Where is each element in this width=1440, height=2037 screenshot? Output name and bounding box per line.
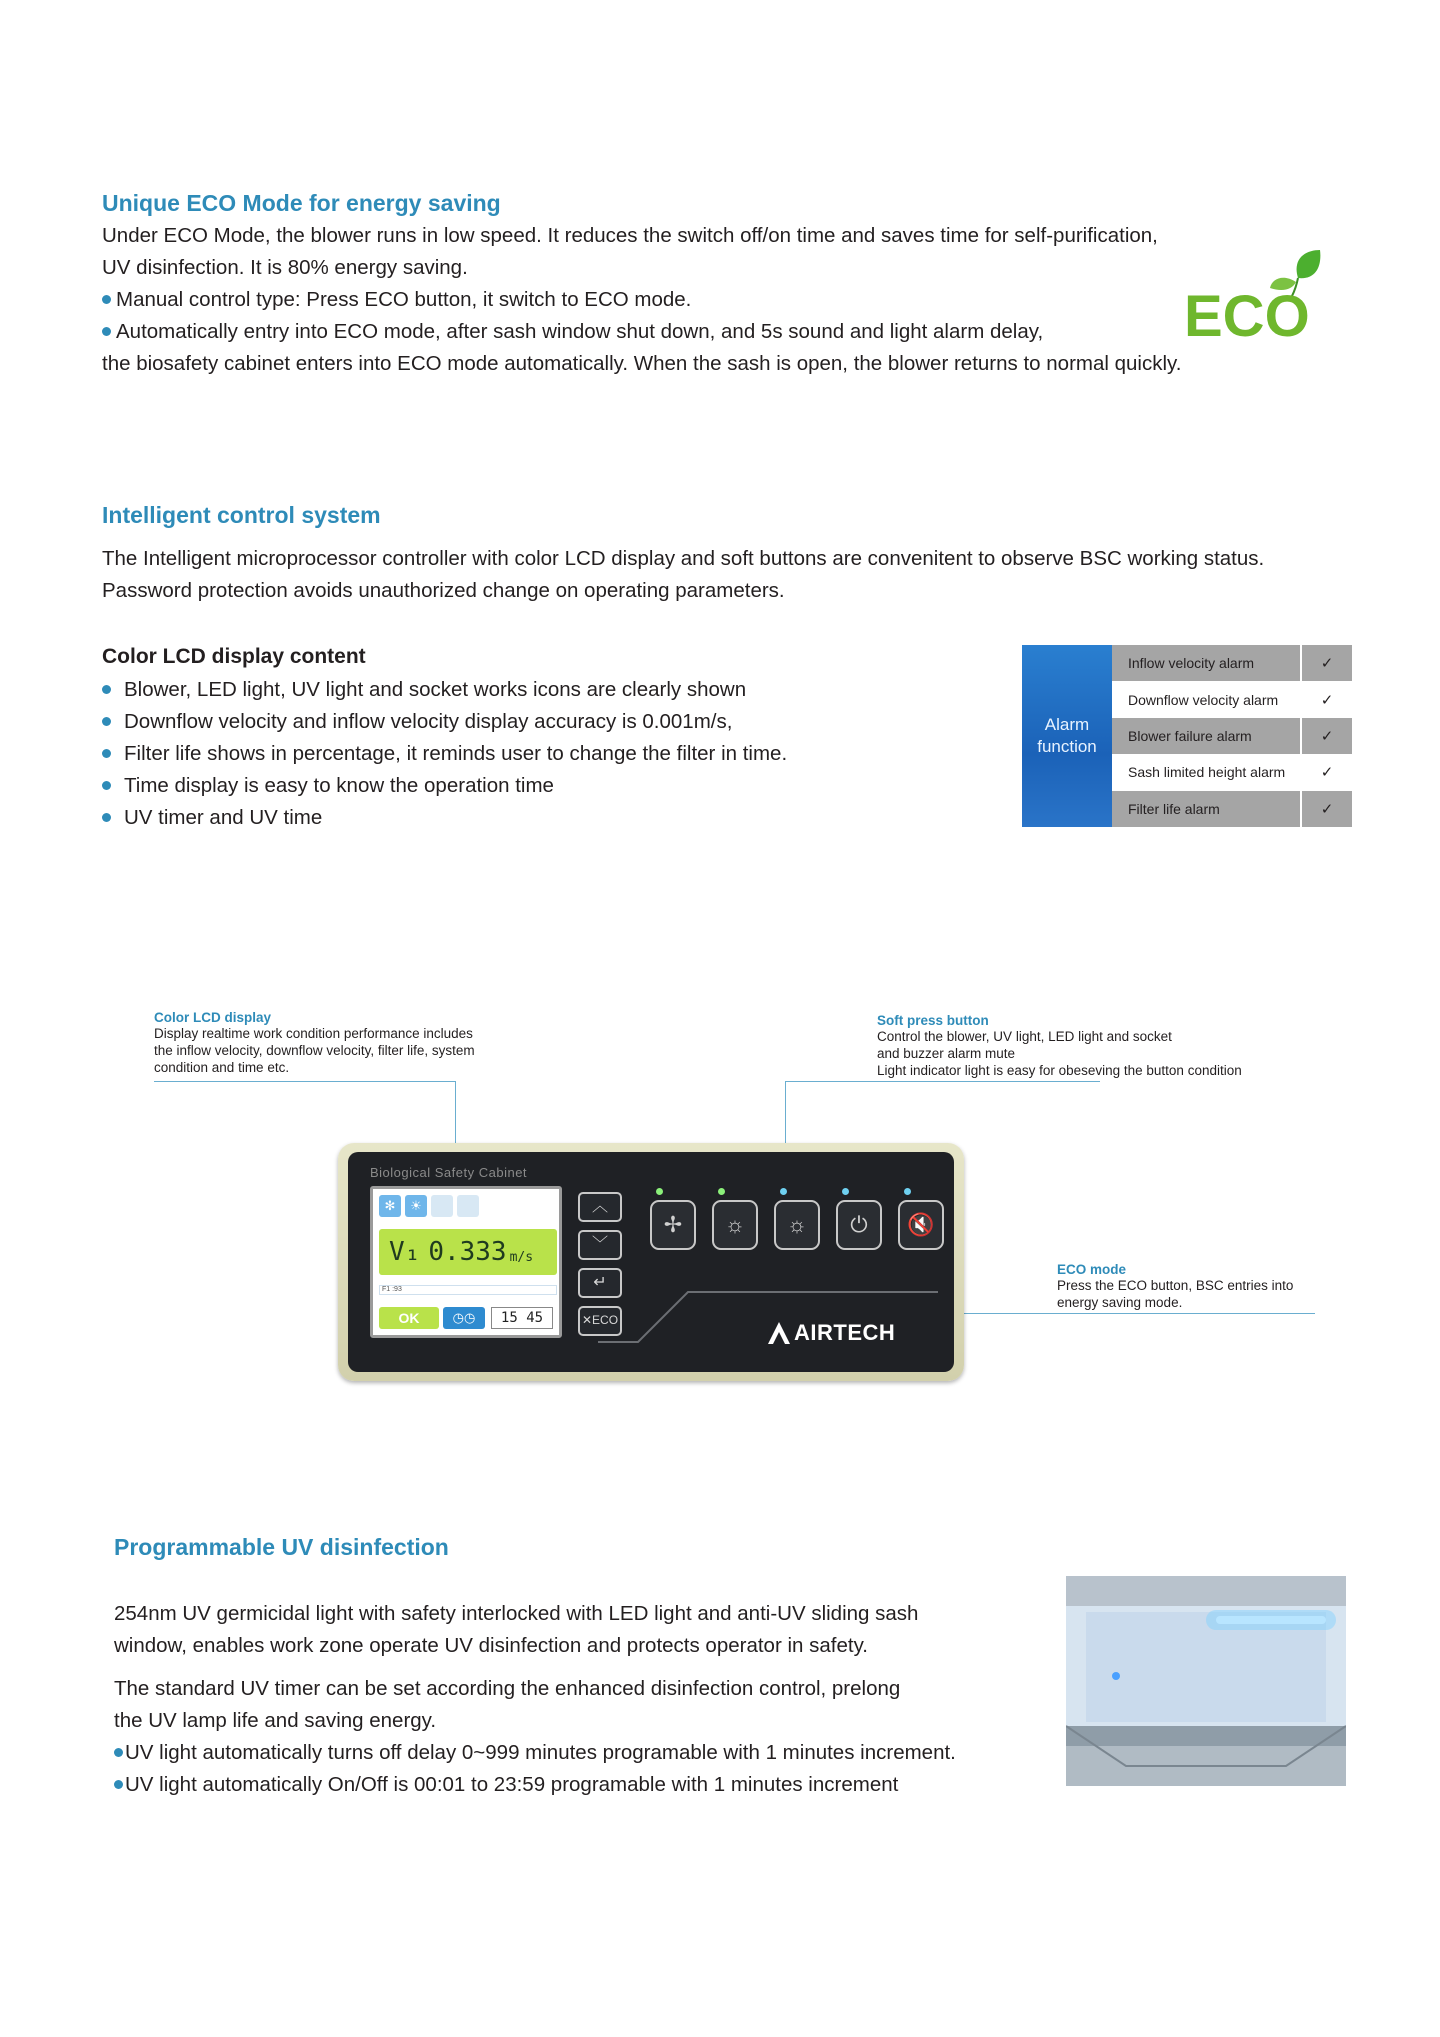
eco-line-3: the biosafety cabinet enters into ECO mode automatically. When the sash is open, the blower returns to normal quickly.	[102, 352, 1182, 375]
alarm-function-table	[1022, 645, 1352, 827]
panel-label: Biological Safety Cabinet	[370, 1165, 528, 1180]
callout-lcd-display: Color LCD display Display realtime work condition performance includes the inflow velocity, downflow velocity, filter life, system condition and time etc.	[154, 1010, 475, 1075]
indicator-light-icon	[718, 1188, 725, 1195]
indicator-light-icon	[904, 1188, 911, 1195]
uv-paragraph-2: The standard UV timer can be set according the enhanced disinfection control, prelong the UV lamp life and saving energy. UV light automatically turns off delay 0~999 minutes programable with 1 minutes increment. UV light automatically On/Off is 00:01 to 23:59 programable with 1 minutes increment	[114, 1677, 956, 1796]
clock-icon: ◷◷	[443, 1307, 485, 1329]
leader-line	[154, 1081, 456, 1082]
list-item: Time display is easy to know the operation time	[102, 770, 787, 802]
eco-leaf-logo	[1180, 248, 1330, 348]
fan-icon: ✢	[663, 1212, 683, 1237]
callout-eco-mode: ECO mode Press the ECO button, BSC entries into energy saving mode.	[1057, 1262, 1294, 1310]
time-display: 15 45	[491, 1307, 553, 1329]
list-item: Blower, LED light, UV light and socket works icons are clearly shown	[102, 674, 787, 706]
list-item: Filter life shows in percentage, it reminds user to change the filter in time.	[102, 738, 787, 770]
check-icon: ✓	[1300, 718, 1352, 754]
eco-section-title: Unique ECO Mode for energy saving	[102, 190, 501, 216]
intelligent-section-body	[102, 543, 1402, 607]
eco-line-2: UV disinfection. It is 80% energy saving.	[102, 256, 468, 279]
control-panel	[338, 1143, 964, 1381]
socket-button[interactable]	[836, 1200, 882, 1250]
eco-button[interactable]: ✕ECO	[578, 1306, 622, 1336]
uv-bulb-icon: ☼	[786, 1212, 808, 1237]
enter-button[interactable]: ↵	[578, 1268, 622, 1298]
led-light-button[interactable]	[712, 1200, 758, 1250]
blower-button[interactable]	[650, 1200, 696, 1250]
indicator-light-icon	[656, 1188, 663, 1195]
lcd-content-title: Color LCD display content	[102, 645, 366, 668]
uv-icon	[431, 1195, 453, 1217]
table-row: Sash limited height alarm ✓	[1112, 754, 1352, 790]
indicator-light-icon	[780, 1188, 787, 1195]
mute-icon: 🔇	[907, 1212, 935, 1237]
light-icon: ☀	[405, 1195, 427, 1217]
uv-section-title: Programmable UV disinfection	[114, 1534, 449, 1560]
list-item: Downflow velocity and inflow velocity display accuracy is 0.001m/s,	[102, 706, 787, 738]
table-row: Inflow velocity alarm ✓	[1112, 645, 1352, 681]
velocity-readout: V₁ 0.333 m/s	[379, 1229, 557, 1275]
eco-line-1: Under ECO Mode, the blower runs in low speed. It reduces the switch off/on time and saves time for self-purification,	[102, 224, 1158, 247]
socket-icon	[457, 1195, 479, 1217]
indicator-light-icon	[842, 1188, 849, 1195]
bullet-icon	[102, 813, 111, 822]
bullet-icon	[102, 295, 111, 304]
fan-icon: ✻	[379, 1195, 401, 1217]
intelligent-section-title: Intelligent control system	[102, 502, 381, 528]
table-row: Blower failure alarm ✓	[1112, 718, 1352, 754]
leader-line	[785, 1081, 1100, 1082]
bullet-icon	[102, 717, 111, 726]
status-ok-badge: OK	[379, 1307, 439, 1329]
alarm-rows	[1112, 645, 1352, 827]
filter-life-bar: F1 :93	[379, 1285, 557, 1295]
uv-light-button[interactable]	[774, 1200, 820, 1250]
bullet-icon	[102, 685, 111, 694]
alarm-mute-button[interactable]	[898, 1200, 944, 1250]
uv-lamp-illustration	[1066, 1576, 1346, 1786]
alarm-function-label: Alarm function	[1022, 645, 1112, 827]
intelligent-line-2: Password protection avoids unauthorized change on operating parameters.	[102, 579, 785, 602]
brand-name: AIRTECH	[794, 1320, 896, 1345]
control-panel-face	[348, 1152, 954, 1372]
bullet-icon	[114, 1748, 123, 1757]
table-row: Downflow velocity alarm ✓	[1112, 681, 1352, 717]
check-icon: ✓	[1300, 754, 1352, 790]
uv-cabinet-photo	[1066, 1576, 1346, 1786]
bullet-icon	[102, 749, 111, 758]
eco-section-body	[102, 220, 1302, 380]
up-button[interactable]: ︿	[578, 1192, 622, 1222]
socket-icon: ⏻	[850, 1212, 868, 1237]
bullet-icon	[114, 1780, 123, 1789]
intelligent-line-1: The Intelligent microprocessor controller with color LCD display and soft buttons are convenitent to observe BSC working status.	[102, 547, 1265, 570]
airtech-logo-icon	[766, 1320, 792, 1346]
callout-soft-press-button: Soft press button Control the blower, UV light, LED light and socket and buzzer alarm mute Light indicator light is easy for obeseving the button condition	[877, 1013, 1242, 1078]
eco-bullet-1: Manual control type: Press ECO button, it switch to ECO mode.	[102, 284, 1302, 316]
uv-section-body	[114, 1598, 1054, 1801]
bullet-icon	[102, 327, 111, 336]
table-row: Filter life alarm ✓	[1112, 791, 1352, 827]
light-bulb-icon: ☼	[724, 1212, 746, 1237]
check-icon: ✓	[1300, 681, 1352, 717]
uv-paragraph-1: 254nm UV germicidal light with safety interlocked with LED light and anti-UV sliding sash window, enables work zone operate UV disinfection and protects operator in safety.	[114, 1602, 919, 1657]
eco-logo-text: ECO	[1184, 284, 1310, 348]
bullet-icon	[102, 781, 111, 790]
check-icon: ✓	[1300, 645, 1352, 681]
lcd-content-list	[102, 674, 787, 834]
list-item: UV timer and UV time	[102, 802, 787, 834]
lcd-screen	[370, 1186, 562, 1338]
check-icon: ✓	[1300, 791, 1352, 827]
eco-bullet-2: Automatically entry into ECO mode, after sash window shut down, and 5s sound and light alarm delay,	[102, 316, 1302, 348]
down-button[interactable]: ﹀	[578, 1230, 622, 1260]
